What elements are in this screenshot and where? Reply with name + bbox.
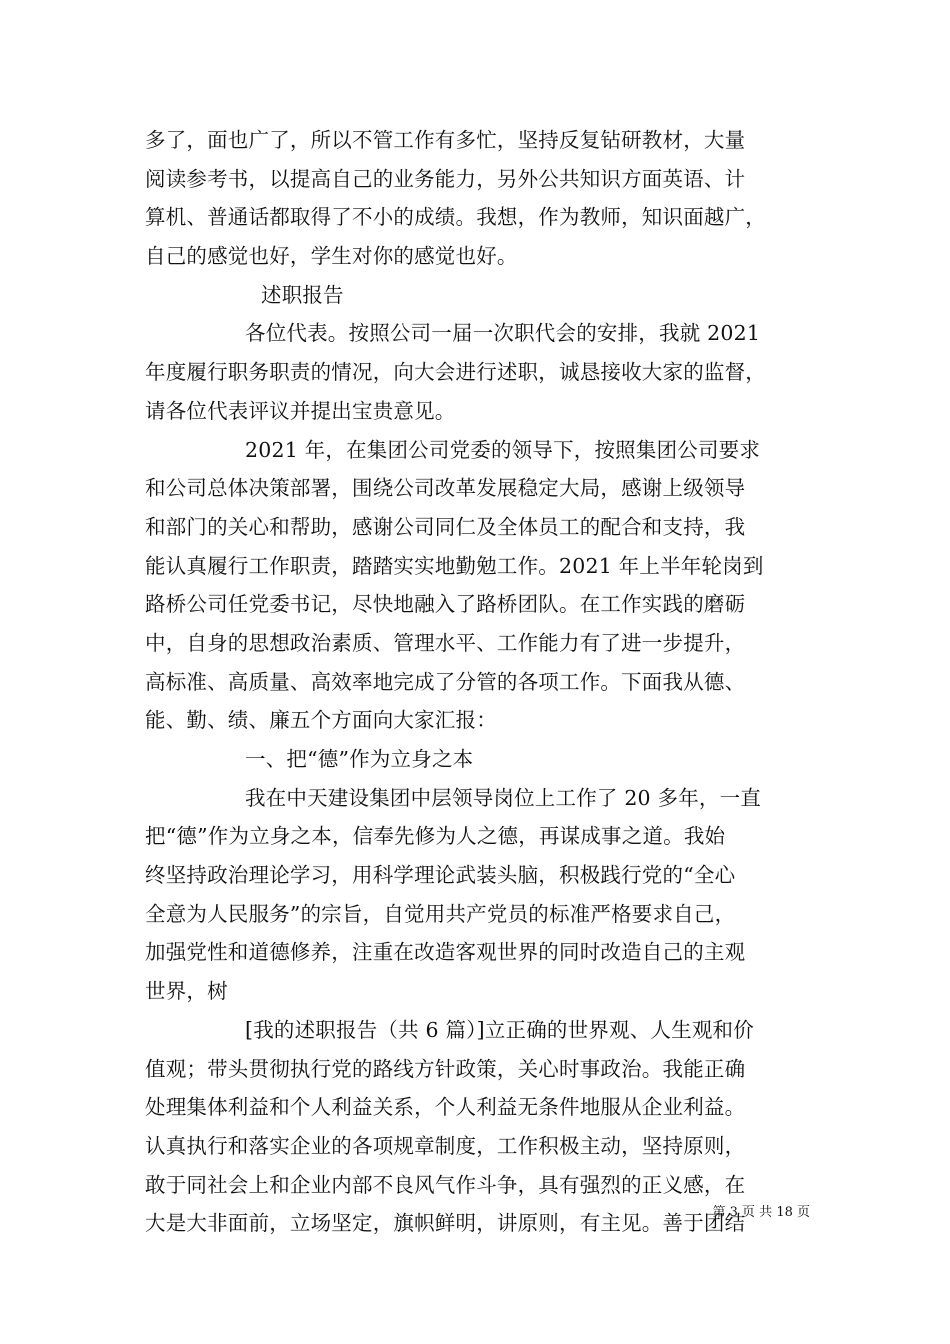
text-line: 世界，树 bbox=[145, 979, 228, 1004]
text-line: 2021 年，在集团公司党委的领导下，按照集团公司要求 bbox=[245, 437, 761, 462]
text-line: 自己的感觉也好，学生对你的感觉也好。 bbox=[145, 244, 518, 269]
text-line: 我在中天建设集团中层领导岗位上工作了 20 多年，一直 bbox=[245, 785, 762, 810]
text-line: 认真执行和落实企业的各项规章制度，工作积极主动，坚持原则， bbox=[145, 1133, 746, 1158]
text-line: 和公司总体决策部署，围绕公司改革发展稳定大局，感谢上级领导 bbox=[145, 476, 746, 501]
text-line: 中，自身的思想政治素质、管理水平、工作能力有了进一步提升， bbox=[145, 630, 746, 655]
text-line: 处理集体利益和个人利益关系，个人利益无条件地服从企业利益。 bbox=[145, 1095, 746, 1120]
text-line: 多了，面也广了，所以不管工作有多忙，坚持反复钻研教材，大量 bbox=[145, 128, 746, 152]
text-line: 路桥公司任党委书记，尽快地融入了路桥团队。在工作实践的磨砺 bbox=[145, 592, 746, 617]
text-line: 各位代表。按照公司一届一次职代会的安排，我就 2021 bbox=[245, 321, 761, 346]
text-line: 算机、普通话都取得了不小的成绩。我想，作为教师，知识面越广， bbox=[145, 205, 766, 230]
page-number-footer: 第 3 页 共 18 页 bbox=[712, 1205, 810, 1220]
text-line: 能认真履行工作职责，踏踏实实地勤勉工作。2021 年上半年轮岗到 bbox=[145, 553, 764, 578]
text-line: 敢于同社会上和企业内部不良风气作斗争，具有强烈的正义感，在 bbox=[145, 1172, 746, 1197]
text-line: 值观；带头贯彻执行党的路线方针政策，关心时事政治。我能正确 bbox=[145, 1056, 746, 1081]
text-line: 把“德”作为立身之本，信奉先修为人之德，再谋成事之道。我始 bbox=[145, 824, 726, 849]
text-line: 能、勤、绩、廉五个方面向大家汇报： bbox=[145, 708, 497, 733]
text-line: 终坚持政治理论学习，用科学理论武装头脑，积极践行党的“全心 bbox=[145, 863, 736, 888]
text-line: 请各位代表评议并提出宝贵意见。 bbox=[145, 398, 456, 423]
text-line: 年度履行职务职责的情况，向大会进行述职，诚恳接收大家的监督， bbox=[145, 360, 766, 385]
text-line: 大是大非面前，立场坚定，旗帜鲜明，讲原则，有主见。善于团结 bbox=[145, 1211, 746, 1236]
section-heading: 一、把“德”作为立身之本 bbox=[245, 747, 474, 771]
body-text bbox=[145, 121, 810, 1243]
text-line: [我的述职报告（共 6 篇）]立正确的世界观、人生观和价 bbox=[245, 1017, 754, 1042]
text-line: 全意为人民服务”的宗旨，自觉用共产党员的标准严格要求自己， bbox=[145, 901, 736, 926]
section-title: 述职报告 bbox=[261, 282, 344, 307]
text-line: 和部门的关心和帮助，感谢公司同仁及全体员工的配合和支持，我 bbox=[145, 514, 746, 539]
text-line: 高标准、高质量、高效率地完成了分管的各项工作。下面我从德、 bbox=[145, 669, 746, 694]
text-line: 阅读参考书，以提高自己的业务能力，另外公共知识方面英语、计 bbox=[145, 166, 746, 191]
text-line: 加强党性和道德修养，注重在改造客观世界的同时改造自己的主观 bbox=[145, 940, 746, 965]
